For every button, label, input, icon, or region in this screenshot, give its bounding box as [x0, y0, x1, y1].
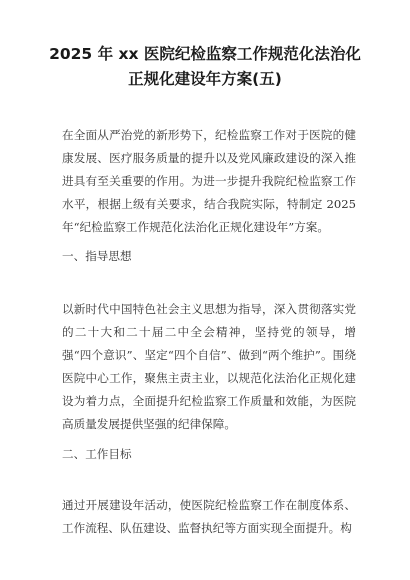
intro-paragraph: 在全面从严治党的新形势下，纪检监察工作对于医院的健康发展、医疗服务质量的提升以及党风廉政建设的深入推进具有至关重要的作用。为进一步提升我院纪检监察工作水平，根据上级有关要求，结合我院实际，特制定 2025 年“纪检监察工作规范化法治化正规化建设年”方案。	[62, 128, 356, 234]
document-title-line-1: 2025 年 xx 医院纪检监察工作规范化法治化	[49, 45, 361, 63]
document-title-line-2: 正规化建设年方案(五)	[128, 70, 282, 88]
section-1-heading: 一、指导思想	[62, 249, 132, 263]
section-1-paragraph: 以新时代中国特色社会主义思想为指导，深入贯彻落实党的二十大和二十届二中全会精神，坚持党的领导，增强“四个意识”、坚定“四个自信”、做到“两个维护”。围绕医院中心工作，聚焦主责主业，以规范化法治化正规化建设为着力点，全面提升纪检监察工作质量和效能，为医院高质量发展提供坚强的纪律保障。	[62, 302, 356, 431]
section-2-paragraph: 通过开展建设年活动，使医院纪检监察工作在制度体系、工作流程、队伍建设、监督执纪等方面实现全面提升。构	[62, 498, 356, 535]
section-2-heading: 二、工作目标	[62, 447, 132, 461]
